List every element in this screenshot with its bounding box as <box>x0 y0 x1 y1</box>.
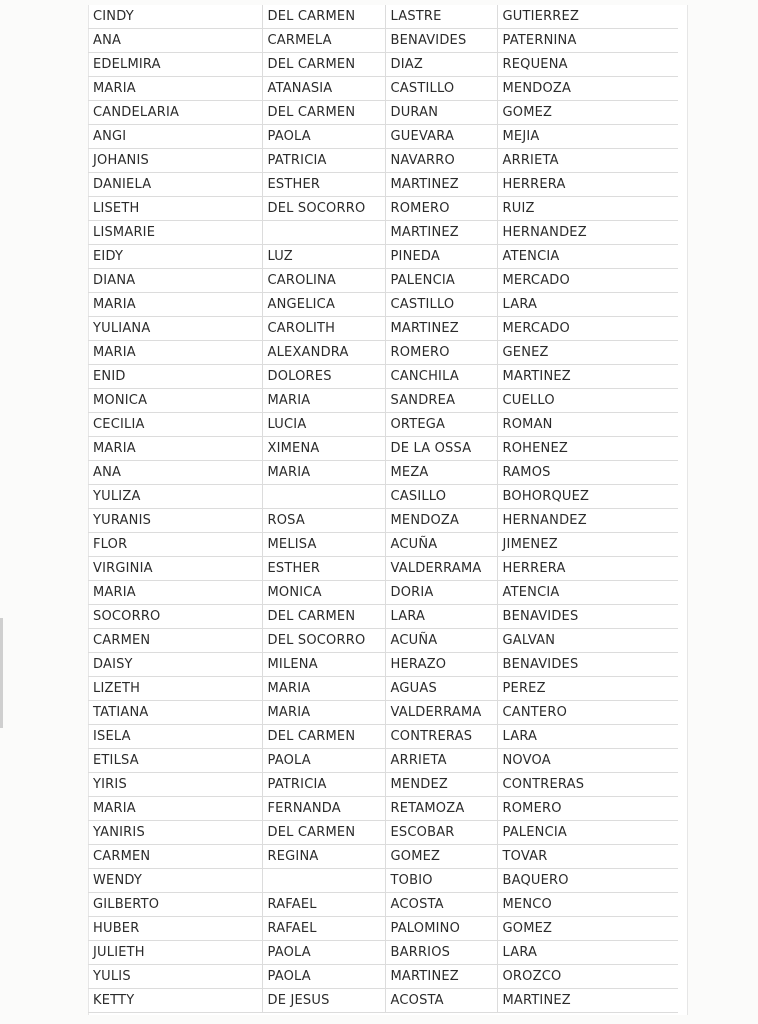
first-name-cell: EDELMIRA <box>88 53 262 77</box>
names-table-body <box>88 5 678 1013</box>
second-surname-cell: LARA <box>497 725 678 749</box>
first-surname-cell: ROMERO <box>385 197 497 221</box>
first-surname-cell: ACOSTA <box>385 989 497 1013</box>
second-surname-cell: GOMEZ <box>497 917 678 941</box>
first-name-cell: CARMEN <box>88 629 262 653</box>
first-name-cell: GILBERTO <box>88 893 262 917</box>
middle-name-cell: PATRICIA <box>262 149 385 173</box>
first-name-cell: WENDY <box>88 869 262 893</box>
middle-name-cell: MARIA <box>262 389 385 413</box>
middle-name-cell: MELISA <box>262 533 385 557</box>
middle-name-cell: LUZ <box>262 245 385 269</box>
first-surname-cell: VALDERRAMA <box>385 557 497 581</box>
table-row <box>88 269 678 293</box>
middle-name-cell: CAROLITH <box>262 317 385 341</box>
table-row <box>88 773 678 797</box>
second-surname-cell: MENDOZA <box>497 77 678 101</box>
middle-name-cell: MARIA <box>262 701 385 725</box>
table-row <box>88 701 678 725</box>
first-name-cell: ANA <box>88 461 262 485</box>
first-name-cell: YULIANA <box>88 317 262 341</box>
second-surname-cell: CANTERO <box>497 701 678 725</box>
first-surname-cell: PINEDA <box>385 245 497 269</box>
middle-name-cell: RAFAEL <box>262 893 385 917</box>
first-name-cell: FLOR <box>88 533 262 557</box>
first-surname-cell: CONTRERAS <box>385 725 497 749</box>
second-surname-cell: MENCO <box>497 893 678 917</box>
middle-name-cell <box>262 485 385 509</box>
first-surname-cell: ORTEGA <box>385 413 497 437</box>
first-name-cell: LIZETH <box>88 677 262 701</box>
first-surname-cell: BENAVIDES <box>385 29 497 53</box>
first-surname-cell: CANCHILA <box>385 365 497 389</box>
middle-name-cell: DEL CARMEN <box>262 53 385 77</box>
table-row <box>88 653 678 677</box>
middle-name-cell: XIMENA <box>262 437 385 461</box>
first-name-cell: YULIZA <box>88 485 262 509</box>
middle-name-cell: ESTHER <box>262 557 385 581</box>
first-surname-cell: RETAMOZA <box>385 797 497 821</box>
table-row <box>88 5 678 29</box>
middle-name-cell: DE JESUS <box>262 989 385 1013</box>
middle-name-cell: FERNANDA <box>262 797 385 821</box>
first-name-cell: ANGI <box>88 125 262 149</box>
middle-name-cell: ANGELICA <box>262 293 385 317</box>
table-row <box>88 341 678 365</box>
table-row <box>88 941 678 965</box>
first-surname-cell: ACUÑA <box>385 629 497 653</box>
second-surname-cell: JIMENEZ <box>497 533 678 557</box>
table-row <box>88 149 678 173</box>
first-name-cell: CECILIA <box>88 413 262 437</box>
table-row <box>88 317 678 341</box>
first-surname-cell: CASILLO <box>385 485 497 509</box>
second-surname-cell: HERNANDEZ <box>497 221 678 245</box>
middle-name-cell <box>262 869 385 893</box>
middle-name-cell: ROSA <box>262 509 385 533</box>
first-name-cell: MARIA <box>88 581 262 605</box>
first-name-cell: CANDELARIA <box>88 101 262 125</box>
first-name-cell: ETILSA <box>88 749 262 773</box>
middle-name-cell: CAROLINA <box>262 269 385 293</box>
first-surname-cell: MENDOZA <box>385 509 497 533</box>
second-surname-cell: MERCADO <box>497 269 678 293</box>
table-row <box>88 197 678 221</box>
middle-name-cell <box>262 221 385 245</box>
middle-name-cell: PAOLA <box>262 125 385 149</box>
first-surname-cell: CASTILLO <box>385 293 497 317</box>
table-row <box>88 221 678 245</box>
first-name-cell: JOHANIS <box>88 149 262 173</box>
second-surname-cell: ROHENEZ <box>497 437 678 461</box>
first-name-cell: YANIRIS <box>88 821 262 845</box>
middle-name-cell: ESTHER <box>262 173 385 197</box>
middle-name-cell: LUCIA <box>262 413 385 437</box>
first-surname-cell: HERAZO <box>385 653 497 677</box>
second-surname-cell: BENAVIDES <box>497 653 678 677</box>
table-row <box>88 293 678 317</box>
table-row <box>88 29 678 53</box>
first-name-cell: YULIS <box>88 965 262 989</box>
first-name-cell: CINDY <box>88 5 262 29</box>
first-name-cell: LISETH <box>88 197 262 221</box>
first-name-cell: ANA <box>88 29 262 53</box>
middle-name-cell: DEL CARMEN <box>262 725 385 749</box>
scan-edge-mark <box>0 618 3 728</box>
first-name-cell: YURANIS <box>88 509 262 533</box>
first-name-cell: KETTY <box>88 989 262 1013</box>
first-surname-cell: ACOSTA <box>385 893 497 917</box>
first-name-cell: MARIA <box>88 77 262 101</box>
table-row <box>88 677 678 701</box>
table-row <box>88 533 678 557</box>
table-row <box>88 845 678 869</box>
first-surname-cell: MARTINEZ <box>385 173 497 197</box>
middle-name-cell: MARIA <box>262 677 385 701</box>
second-surname-cell: PALENCIA <box>497 821 678 845</box>
second-surname-cell: REQUENA <box>497 53 678 77</box>
first-surname-cell: LASTRE <box>385 5 497 29</box>
first-surname-cell: MARTINEZ <box>385 221 497 245</box>
second-surname-cell: ROMERO <box>497 797 678 821</box>
first-surname-cell: PALENCIA <box>385 269 497 293</box>
first-surname-cell: ACUÑA <box>385 533 497 557</box>
second-surname-cell: HERRERA <box>497 173 678 197</box>
middle-name-cell: DEL CARMEN <box>262 5 385 29</box>
second-surname-cell: MEJIA <box>497 125 678 149</box>
middle-name-cell: MONICA <box>262 581 385 605</box>
table-row <box>88 581 678 605</box>
first-name-cell: SOCORRO <box>88 605 262 629</box>
second-surname-cell: GUTIERREZ <box>497 5 678 29</box>
second-surname-cell: RAMOS <box>497 461 678 485</box>
table-row <box>88 629 678 653</box>
first-surname-cell: ESCOBAR <box>385 821 497 845</box>
first-surname-cell: GOMEZ <box>385 845 497 869</box>
first-name-cell: MARIA <box>88 341 262 365</box>
second-surname-cell: MERCADO <box>497 317 678 341</box>
table-row <box>88 869 678 893</box>
second-surname-cell: LARA <box>497 293 678 317</box>
first-surname-cell: DURAN <box>385 101 497 125</box>
middle-name-cell: DEL CARMEN <box>262 605 385 629</box>
table-row <box>88 749 678 773</box>
first-name-cell: HUBER <box>88 917 262 941</box>
second-surname-cell: ATENCIA <box>497 245 678 269</box>
first-surname-cell: ARRIETA <box>385 749 497 773</box>
first-name-cell: MARIA <box>88 293 262 317</box>
middle-name-cell: PAOLA <box>262 965 385 989</box>
table-row <box>88 53 678 77</box>
second-surname-cell: BAQUERO <box>497 869 678 893</box>
middle-name-cell: DEL SOCORRO <box>262 629 385 653</box>
first-surname-cell: MEZA <box>385 461 497 485</box>
middle-name-cell: DOLORES <box>262 365 385 389</box>
second-surname-cell: RUIZ <box>497 197 678 221</box>
first-name-cell: JULIETH <box>88 941 262 965</box>
second-surname-cell: ATENCIA <box>497 581 678 605</box>
second-surname-cell: OROZCO <box>497 965 678 989</box>
second-surname-cell: ARRIETA <box>497 149 678 173</box>
first-surname-cell: VALDERRAMA <box>385 701 497 725</box>
table-row <box>88 173 678 197</box>
first-surname-cell: DORIA <box>385 581 497 605</box>
second-surname-cell: HERNANDEZ <box>497 509 678 533</box>
middle-name-cell: DEL CARMEN <box>262 821 385 845</box>
middle-name-cell: MARIA <box>262 461 385 485</box>
second-surname-cell: GENEZ <box>497 341 678 365</box>
second-surname-cell: PEREZ <box>497 677 678 701</box>
first-name-cell: CARMEN <box>88 845 262 869</box>
first-surname-cell: LARA <box>385 605 497 629</box>
table-row <box>88 893 678 917</box>
second-surname-cell: HERRERA <box>497 557 678 581</box>
table-row <box>88 485 678 509</box>
table-row <box>88 437 678 461</box>
table-row <box>88 461 678 485</box>
table-row <box>88 365 678 389</box>
second-surname-cell: BENAVIDES <box>497 605 678 629</box>
middle-name-cell: DEL CARMEN <box>262 101 385 125</box>
first-name-cell: ENID <box>88 365 262 389</box>
first-name-cell: MARIA <box>88 797 262 821</box>
table-row <box>88 917 678 941</box>
first-name-cell: TATIANA <box>88 701 262 725</box>
table-row <box>88 605 678 629</box>
second-surname-cell: MARTINEZ <box>497 989 678 1013</box>
table-row <box>88 821 678 845</box>
first-surname-cell: DIAZ <box>385 53 497 77</box>
first-name-cell: VIRGINIA <box>88 557 262 581</box>
second-surname-cell: TOVAR <box>497 845 678 869</box>
first-surname-cell: GUEVARA <box>385 125 497 149</box>
first-surname-cell: BARRIOS <box>385 941 497 965</box>
first-surname-cell: TOBIO <box>385 869 497 893</box>
middle-name-cell: RAFAEL <box>262 917 385 941</box>
first-name-cell: DIANA <box>88 269 262 293</box>
first-surname-cell: AGUAS <box>385 677 497 701</box>
second-surname-cell: CONTRERAS <box>497 773 678 797</box>
second-surname-cell: GALVAN <box>497 629 678 653</box>
first-surname-cell: MARTINEZ <box>385 965 497 989</box>
table-row <box>88 389 678 413</box>
first-name-cell: MARIA <box>88 437 262 461</box>
middle-name-cell: MILENA <box>262 653 385 677</box>
first-surname-cell: ROMERO <box>385 341 497 365</box>
middle-name-cell: CARMELA <box>262 29 385 53</box>
second-surname-cell: CUELLO <box>497 389 678 413</box>
second-surname-cell: LARA <box>497 941 678 965</box>
first-surname-cell: MARTINEZ <box>385 317 497 341</box>
first-name-cell: YIRIS <box>88 773 262 797</box>
first-surname-cell: CASTILLO <box>385 77 497 101</box>
table-row <box>88 245 678 269</box>
middle-name-cell: DEL SOCORRO <box>262 197 385 221</box>
first-name-cell: ISELA <box>88 725 262 749</box>
middle-name-cell: PATRICIA <box>262 773 385 797</box>
names-table <box>88 5 678 1013</box>
table-row <box>88 125 678 149</box>
first-surname-cell: PALOMINO <box>385 917 497 941</box>
table-row <box>88 725 678 749</box>
table-row <box>88 509 678 533</box>
table-row <box>88 989 678 1013</box>
first-surname-cell: DE LA OSSA <box>385 437 497 461</box>
middle-name-cell: ATANASIA <box>262 77 385 101</box>
second-surname-cell: PATERNINA <box>497 29 678 53</box>
first-name-cell: EIDY <box>88 245 262 269</box>
first-name-cell: DANIELA <box>88 173 262 197</box>
second-surname-cell: NOVOA <box>497 749 678 773</box>
table-row <box>88 965 678 989</box>
first-surname-cell: SANDREA <box>385 389 497 413</box>
middle-name-cell: PAOLA <box>262 941 385 965</box>
first-name-cell: MONICA <box>88 389 262 413</box>
first-name-cell: LISMARIE <box>88 221 262 245</box>
table-row <box>88 797 678 821</box>
second-surname-cell: BOHORQUEZ <box>497 485 678 509</box>
middle-name-cell: REGINA <box>262 845 385 869</box>
table-row <box>88 557 678 581</box>
table-row <box>88 101 678 125</box>
first-name-cell: DAISY <box>88 653 262 677</box>
middle-name-cell: PAOLA <box>262 749 385 773</box>
table-row <box>88 77 678 101</box>
second-surname-cell: MARTINEZ <box>497 365 678 389</box>
second-surname-cell: GOMEZ <box>497 101 678 125</box>
table-row <box>88 413 678 437</box>
second-surname-cell: ROMAN <box>497 413 678 437</box>
first-surname-cell: MENDEZ <box>385 773 497 797</box>
first-surname-cell: NAVARRO <box>385 149 497 173</box>
middle-name-cell: ALEXANDRA <box>262 341 385 365</box>
